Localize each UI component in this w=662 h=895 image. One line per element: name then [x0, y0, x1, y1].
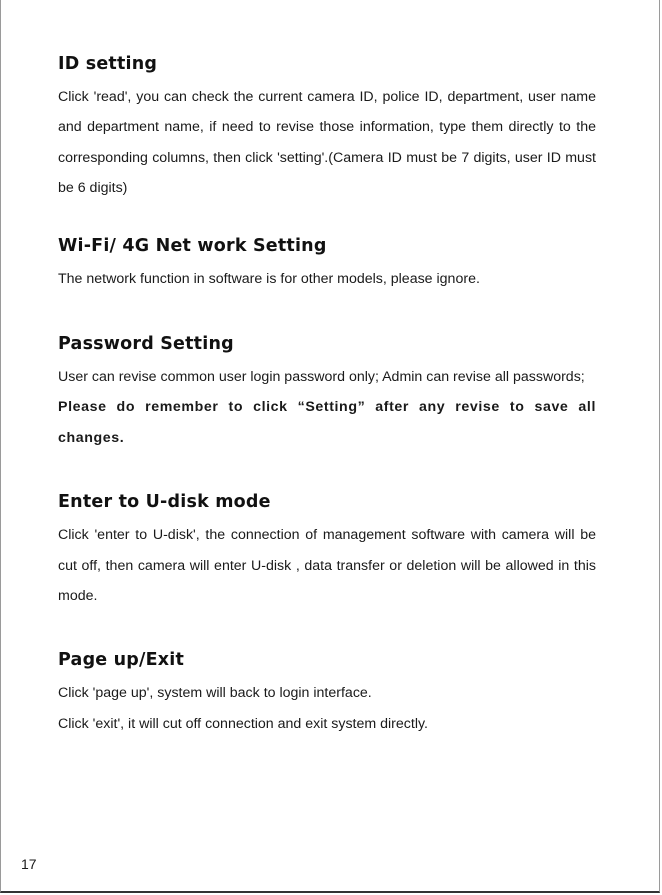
- section-password-setting: [58, 332, 596, 453]
- section-heading: Wi-Fi/ 4G Net work Setting: [58, 235, 327, 256]
- section-paragraph: The network function in software is for other models, please ignore.: [58, 270, 480, 287]
- page-number: 17: [21, 856, 37, 872]
- section-network-setting: [58, 234, 596, 294]
- section-paragraph: Click 'read', you can check the current camera ID, police ID, department, user name and department name, if need to revise those information, type them directly to the corresponding columns, then click 'setting'.(Camera ID must be 7 digits, user ID must be 6 digits): [58, 89, 596, 197]
- section-line: Click 'page up', system will back to login interface.: [58, 685, 372, 702]
- section-warning-paragraph: Please do remember to click “Setting” after any revise to save all changes.: [58, 399, 596, 446]
- section-id-setting: [58, 52, 596, 204]
- section-u-disk-mode: [58, 490, 596, 611]
- page-content: [58, 52, 596, 739]
- section-heading: Enter to U-disk mode: [58, 492, 271, 513]
- section-paragraph: User can revise common user login password only; Admin can revise all passwords;: [58, 369, 585, 386]
- section-paragraph: Click 'enter to U-disk', the connection of management software with camera will be cut off, then camera will enter U-disk , data transfer or deletion will be allowed in this mode.: [58, 527, 596, 605]
- section-heading: Page up/Exit: [58, 650, 185, 671]
- section-page-up-exit: [58, 648, 596, 739]
- section-heading: Password Setting: [58, 334, 234, 355]
- section-heading: ID setting: [58, 54, 158, 74]
- section-line: Click 'exit', it will cut off connection and exit system directly.: [58, 715, 428, 732]
